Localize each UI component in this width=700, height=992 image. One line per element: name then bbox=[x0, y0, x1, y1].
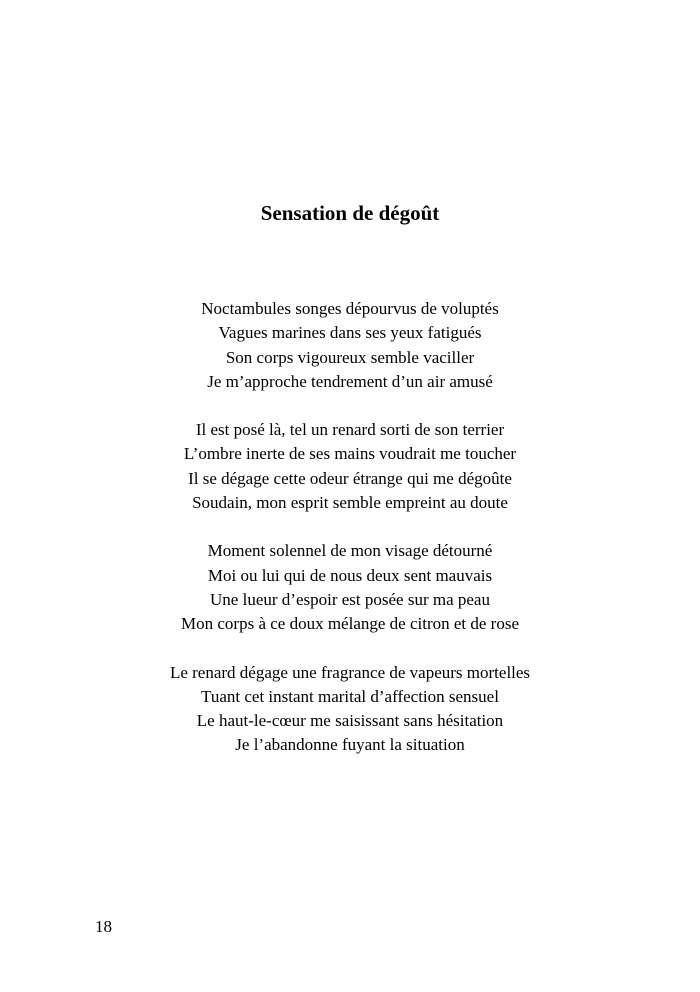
stanza-2 bbox=[0, 418, 700, 515]
page-number: 18 bbox=[95, 917, 112, 936]
poem-line: Il est posé là, tel un renard sorti de son terrier bbox=[195, 420, 505, 440]
poem-line: Moment solennel de mon visage détourné bbox=[207, 541, 493, 561]
poem-line: Je m’approche tendrement d’un air amusé bbox=[207, 371, 493, 391]
poem-line: Tuant cet instant marital d’affection sensuel bbox=[201, 686, 499, 706]
poem-line: Une lueur d’espoir est posée sur ma peau bbox=[210, 589, 490, 609]
poem-line: Le haut-le-cœur me saisissant sans hésitation bbox=[196, 711, 504, 731]
stanza-3 bbox=[0, 539, 700, 636]
stanza-4 bbox=[0, 661, 700, 758]
poem-line: Il se dégage cette odeur étrange qui me dégoûte bbox=[188, 468, 512, 488]
poem-line: Vagues marines dans ses yeux fatigués bbox=[218, 323, 482, 343]
poem-line: Noctambules songes dépourvus de voluptés bbox=[201, 299, 499, 318]
poem-line: L’ombre inerte de ses mains voudrait me toucher bbox=[183, 444, 517, 464]
poem-body bbox=[0, 297, 700, 782]
poem-line: Moi ou lui qui de nous deux sent mauvais bbox=[207, 565, 493, 585]
poem-title: Sensation de dégoût bbox=[260, 201, 440, 225]
poem-line: Son corps vigoureux semble vaciller bbox=[225, 347, 475, 367]
poem-line: Je l’abandonne fuyant la situation bbox=[235, 735, 465, 755]
poem-line: Soudain, mon esprit semble empreint au doute bbox=[192, 493, 508, 513]
poem-line: Mon corps à ce doux mélange de citron et de rose bbox=[181, 614, 519, 634]
poem-line: Le renard dégage une fragrance de vapeurs mortelles bbox=[169, 662, 531, 682]
stanza-1 bbox=[0, 297, 700, 394]
